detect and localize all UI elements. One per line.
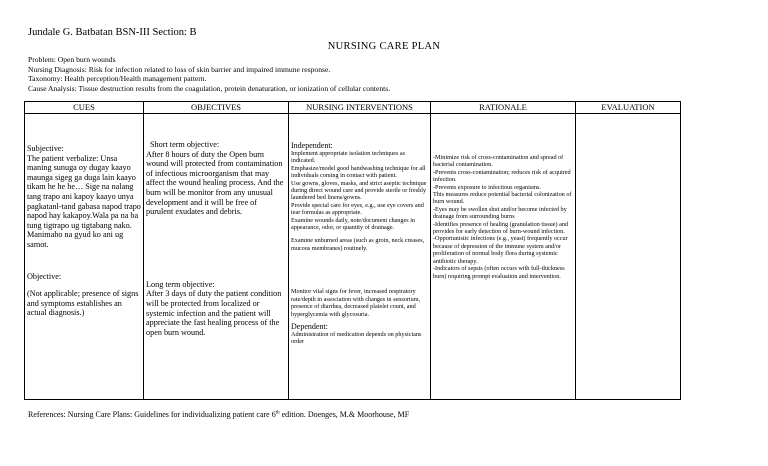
page-title: NURSING CARE PLAN: [327, 41, 441, 52]
objectives-cell: [144, 114, 289, 400]
rationale-item: -Eyes may be swollen shut and/or become infected by drainage from surrounding burns: [433, 205, 567, 221]
header-evaluation: EVALUATION: [576, 102, 681, 114]
evaluation-cell: [576, 114, 681, 400]
table-header-row: [25, 102, 681, 114]
cues-cell: [25, 114, 144, 400]
rationale-item: -Opportunistic infections (e.g., yeast) frequently occur because of depression of the immune system and/or proliferation of normal body flora during systemic antibiotic therapy.: [433, 235, 568, 265]
header-rationale: RATIONALE: [431, 102, 576, 114]
dependent-label: Dependent:: [291, 321, 328, 331]
dependent-item: Administration of medication depends on physicians order: [291, 330, 422, 346]
problem-line: Problem: Open burn wounds: [28, 55, 116, 64]
rationale-cell: [431, 114, 576, 400]
intervention-item: Implement appropriate isolation techniques as indicated.: [291, 150, 406, 165]
interventions-cell: [289, 114, 431, 400]
header-interventions: NURSING INTERVENTIONS: [289, 102, 431, 114]
diagnosis-line: Nursing Diagnosis: Risk for infection related to loss of skin barrier and impaired immune response.: [28, 64, 331, 74]
cause-line: Cause Analysis: Tissue destruction results from the coagulation, protein denaturation, or ionization of cellular contents.: [28, 83, 391, 93]
independent-label: Independent:: [291, 141, 333, 150]
rationale-item: -Indicators of sepsis (often occurs with full-thickness burn) requiring prompt evaluation and intervention.: [433, 265, 565, 280]
rationale-item: This measures reduce potential bacterial colonization of burn wound.: [433, 191, 572, 206]
references-suffix: edition. Doenges, M.& Moorhouse, MF: [279, 410, 410, 419]
header-cues: CUES: [25, 102, 144, 114]
references-prefix: References: Nursing Care Plans: Guidelines for individualizing patient care 6: [28, 410, 276, 419]
rationale-item: -Identifies presence of healing (granulation tissue) and provides for early detection of burn-wound infection.: [433, 220, 569, 236]
intervention-item: Use gowns, gloves, masks, and strict aseptic technique during direct wound care and provide sterile or freshly laundered bed linens/gowns.: [291, 179, 427, 202]
short-term-text: After 8 hours of duty the Open burn wound will protected from contamination of infectious microorganism that may affect the wound healing process. And the burn will be monitor from any unusual development and it will be free of purulent exudates and debris.: [146, 149, 284, 217]
info-block: [28, 55, 390, 93]
care-plan-table: [24, 101, 681, 400]
intervention-item: Monitor vital signs for fever, increased respiratory rate/depth in association with changes in sensorium, presence of diarrhea, decreased platelet count, and hyperglycemia with glycosuria.: [291, 288, 421, 318]
rationale-item: -Prevents exposure to infectious organisms.: [433, 183, 541, 191]
table-body-row: [25, 114, 681, 400]
rationale-item: -Prevents cross-contamination; reduces risk of acquired infection.: [433, 168, 571, 184]
long-term-label: Long term objective:: [146, 279, 215, 289]
objective-label: Objective:: [27, 271, 62, 281]
intervention-item: Examine wounds daily, note/document changes in appearance, odor, or quantity of drainage.: [291, 216, 416, 232]
intervention-item: Examine unburned areas (such as groin, neck creases, mucous membranes) routinely.: [291, 237, 425, 252]
long-term-text: After 3 days of duty the patient condition will be protected from localized or systemic infection and the patient will appreciate the fast healing process of the open burn wound.: [146, 289, 282, 337]
references-sup: th: [275, 410, 280, 416]
references: [28, 410, 409, 419]
student-name: Jundale G. Batbatan BSN-III Section: B: [28, 27, 197, 38]
short-term-label: Short term objective:: [150, 140, 220, 149]
subjective-label: Subjective:: [27, 144, 64, 153]
objective-text: (Not applicable; presence of signs and symptoms establishes an actual diagnosis.): [27, 289, 139, 318]
header-objectives: OBJECTIVES: [144, 102, 289, 114]
intervention-item: Emphasize/model good handwashing technique for all individuals coming in contact with patient.: [291, 164, 426, 180]
intervention-item: Provide special care for eyes, e.g., use eye covers and tear formulas as appropriate.: [291, 201, 424, 217]
subjective-text: The patient verbalize: Unsa maning sunuga oy dugay kaayo maunga sigeg ga duga lain kaayo tikam he he he… Sige na nalang tang trapo ani kapoy kaayo unya pagkatanl-tand gabasa napod trapo napod hay kakapoy.Wala pa na ba tung tigtrapo ug tigtabang nako. Manimaho na gyud ko ani ug samot.: [27, 153, 141, 249]
taxonomy-line: Taxonomy: Health perception/Health management pattern.: [28, 74, 207, 84]
rationale-item: -Minimize risk of cross-contamination and spread of bacterial contamination.: [433, 154, 564, 169]
